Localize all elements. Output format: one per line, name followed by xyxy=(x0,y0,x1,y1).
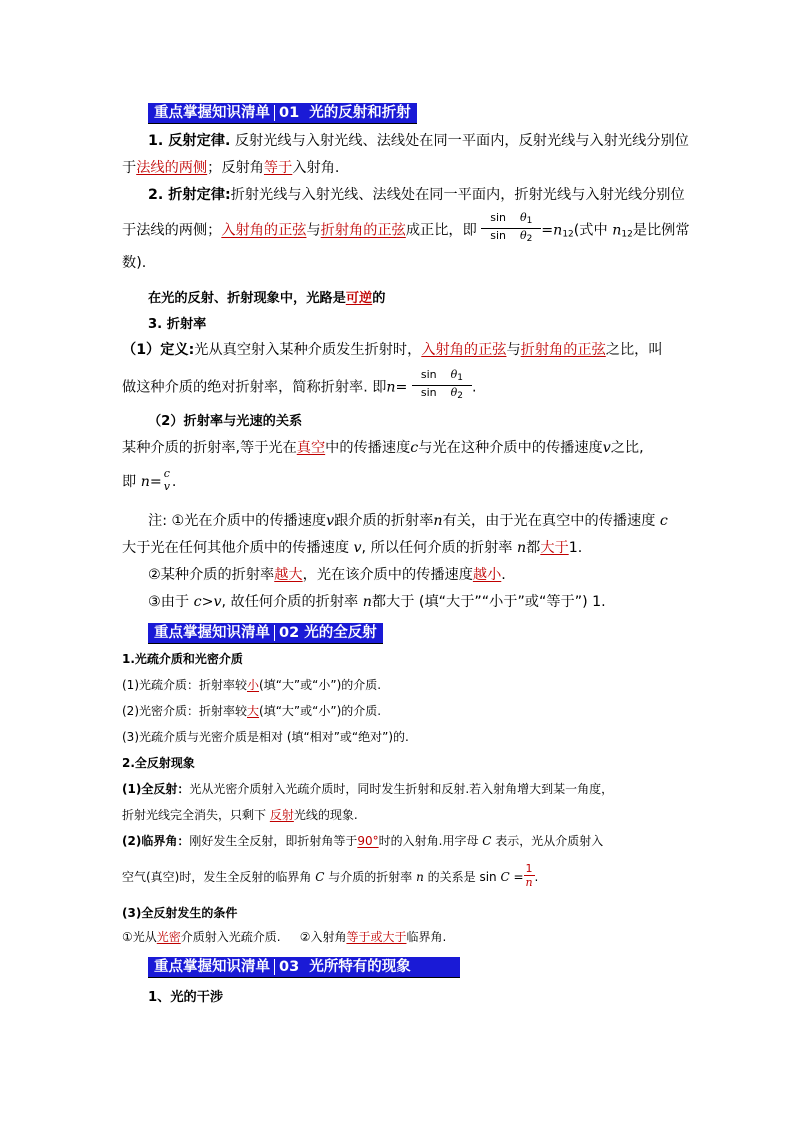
variable: n xyxy=(386,379,396,396)
text: 1. xyxy=(568,540,583,556)
variable: n xyxy=(362,594,372,610)
reversible-path-line xyxy=(148,287,385,306)
reflection-law-line-2 xyxy=(122,157,339,177)
text: 介质射入光疏介质. xyxy=(180,930,281,944)
variable: n xyxy=(433,513,443,529)
answer-text: 越小 xyxy=(472,567,502,583)
theta: θ xyxy=(450,386,458,399)
variable: n xyxy=(553,222,563,239)
text: 2.全反射现象 xyxy=(122,756,195,770)
text: ③由于 xyxy=(148,594,190,610)
denominator: n xyxy=(525,876,533,889)
text: 入射角. xyxy=(292,160,340,176)
answer-text: 入射角的正弦 xyxy=(221,222,307,239)
section-title: 光所特有的现象 xyxy=(309,959,411,975)
variable: C xyxy=(482,834,492,848)
variable: n xyxy=(140,474,150,490)
numerator: c xyxy=(163,467,170,480)
text: 于 xyxy=(122,160,137,176)
variable: v xyxy=(602,440,611,456)
text: , 所以任何介质的折射率 xyxy=(361,540,513,556)
text: (2)光密介质：折射率较 xyxy=(122,704,247,718)
separator xyxy=(274,959,275,975)
condition-line xyxy=(122,928,446,945)
section-banner-03 xyxy=(148,957,460,978)
denominator: sin xyxy=(420,386,437,399)
text: , 故任何介质的折射率 xyxy=(221,594,359,610)
answer-text: 等于 xyxy=(263,160,293,176)
text: 刚好发生全反射，即折射角等于 xyxy=(189,834,358,848)
subscript: 1 xyxy=(526,216,533,226)
text: 数). xyxy=(122,255,147,271)
answer-text: 真空 xyxy=(296,440,326,456)
snell-fraction xyxy=(481,211,541,246)
denominator: v xyxy=(163,480,170,493)
text: 的 xyxy=(372,291,386,306)
answer-text: 法线的两侧 xyxy=(136,160,208,176)
separator xyxy=(274,105,275,121)
refraction-law-line-2 xyxy=(122,213,690,248)
numerator: sin xyxy=(490,211,506,224)
text: 于法线的两侧； xyxy=(122,222,222,239)
answer-text: 入射角的正弦 xyxy=(421,342,507,358)
answer-text: 大于 xyxy=(540,540,569,556)
section-number: 03 xyxy=(279,959,300,975)
section-number: 02 xyxy=(279,625,300,641)
speed-fraction xyxy=(162,467,172,493)
interference-heading xyxy=(148,986,223,1005)
answer-text: 大 xyxy=(247,704,260,718)
equals: = xyxy=(149,474,162,490)
total-reflection-line-1 xyxy=(122,780,613,797)
variable: n xyxy=(516,540,527,556)
variable: c xyxy=(410,440,419,456)
answer-text: 越大 xyxy=(274,567,303,583)
index-speed-heading xyxy=(148,410,302,429)
text: 做这种介质的绝对折射率，简称折射率. 即 xyxy=(122,379,387,396)
subscript: 2 xyxy=(457,391,464,401)
numerator: 1 xyxy=(525,862,533,875)
answer-text: 小 xyxy=(247,678,260,692)
index-fraction xyxy=(412,368,472,403)
variable: n xyxy=(612,222,622,239)
condition-heading xyxy=(122,904,237,921)
text: 即 xyxy=(122,474,137,490)
text: 与介质的折射率 xyxy=(328,870,413,884)
section-banner-01 xyxy=(148,103,417,124)
media-heading xyxy=(122,650,243,667)
text: 注: ①光在介质中的传播速度 xyxy=(148,513,327,529)
variable: C xyxy=(500,870,510,884)
index-speed-line-2 xyxy=(122,469,176,495)
text: (1)光疏介质：折射率较 xyxy=(122,678,247,692)
answer-text: 折射角的正弦 xyxy=(320,222,406,239)
dense-medium-line xyxy=(122,702,381,719)
text: 空气(真空)时，发生全反射的临界角 xyxy=(122,870,312,884)
text: 1.光疏介质和光密介质 xyxy=(122,652,243,666)
text: ①光从 xyxy=(122,930,157,944)
text: . xyxy=(171,474,177,490)
text: 反射光线与入射光线、法线处在同一平面内，反射光线与入射光线分别位 xyxy=(234,133,689,149)
refraction-law-heading: 2. 折射定律: xyxy=(148,187,231,203)
note-line-1 xyxy=(148,510,668,530)
text: （2）折射率与光速的关系 xyxy=(148,414,303,429)
section-title: 光的全反射 xyxy=(304,625,377,641)
answer-text: 90° xyxy=(357,834,379,848)
subheading: (1)全反射： xyxy=(122,782,190,796)
critical-angle-line-1 xyxy=(122,832,603,849)
text: 1、光的干涉 xyxy=(148,990,224,1005)
definition-line-2 xyxy=(122,370,476,405)
subheading: (2)临界角： xyxy=(122,834,190,848)
text: . xyxy=(534,870,539,884)
text: (3)全反射发生的条件 xyxy=(122,906,238,920)
equals: = xyxy=(395,379,408,396)
text: 临界角. xyxy=(406,930,447,944)
variable: v xyxy=(326,513,335,529)
text: ②某种介质的折射率 xyxy=(148,567,275,583)
rare-medium-line xyxy=(122,676,381,693)
text: (式中 xyxy=(573,222,608,239)
definition-heading: （1）定义: xyxy=(122,342,195,358)
text: 中的传播速度 xyxy=(325,440,411,456)
text: . xyxy=(471,379,477,396)
equals: = xyxy=(513,870,524,884)
inequality: c>v xyxy=(193,594,222,610)
text: 3. 折射率 xyxy=(148,317,207,332)
refraction-law-line-3 xyxy=(122,252,146,272)
equals: = xyxy=(541,222,554,239)
definition-line-1 xyxy=(122,339,663,359)
text: ，光在该介质中的传播速度 xyxy=(302,567,473,583)
subscript: 12 xyxy=(621,229,633,240)
index-speed-line-1 xyxy=(122,437,644,457)
theta: θ xyxy=(450,368,458,381)
refractive-index-heading xyxy=(148,313,206,332)
section-banner-02 xyxy=(148,623,383,644)
text: . xyxy=(501,567,506,583)
variable: c xyxy=(659,513,668,529)
note-line-4 xyxy=(148,591,606,611)
answer-text: 折射角的正弦 xyxy=(520,342,606,358)
section-title: 光的反射和折射 xyxy=(309,105,411,121)
critical-angle-line-2 xyxy=(122,864,538,891)
text: 大于光在任何其他介质中的传播速度 xyxy=(122,540,350,556)
reflection-law-line-1 xyxy=(148,130,689,150)
relative-line xyxy=(122,728,409,745)
denominator: sin xyxy=(490,229,506,242)
text: 都 xyxy=(526,540,541,556)
text: (填“大”或“小”)的介质. xyxy=(259,704,382,718)
text: 折射光线与入射光线、法线处在同一平面内，折射光线与入射光线分别位 xyxy=(230,187,685,203)
answer-text: 等于或大于 xyxy=(346,930,407,944)
subscript: 12 xyxy=(562,229,574,240)
numerator: sin xyxy=(420,368,437,381)
note-line-3 xyxy=(148,564,506,584)
reflection-law-heading: 1. 反射定律. xyxy=(148,133,231,149)
text: 之比，叫 xyxy=(605,342,663,358)
section-label: 重点掌握知识清单 xyxy=(154,625,270,641)
text: 的关系是 sin xyxy=(427,870,497,884)
variable: n xyxy=(416,870,424,884)
total-reflection-heading xyxy=(122,754,195,771)
text: 光线的现象. xyxy=(293,808,358,822)
theta: θ xyxy=(519,211,527,224)
section-label: 重点掌握知识清单 xyxy=(154,959,270,975)
text: 有关，由于光在真空中的传播速度 xyxy=(442,513,656,529)
text: 与 xyxy=(506,342,521,358)
text: 与 xyxy=(306,222,321,239)
text: 某种介质的折射率,等于光在 xyxy=(122,440,297,456)
note-line-2 xyxy=(122,537,582,557)
answer-text: 可逆 xyxy=(345,291,373,306)
text: 时的入射角.用字母 xyxy=(378,834,479,848)
theta: θ xyxy=(519,229,527,242)
text: 成正比，即 xyxy=(405,222,477,239)
answer-text: 反射 xyxy=(269,808,294,822)
text: ②入射角 xyxy=(299,930,347,944)
text: (3)光疏介质与光密介质是相对 (填“相对”或“绝对”)的. xyxy=(122,730,409,744)
variable: C xyxy=(315,870,325,884)
total-reflection-line-2 xyxy=(122,806,358,823)
text: (填“大”或“小”)的介质. xyxy=(259,678,382,692)
critical-angle-fraction xyxy=(524,862,535,889)
text: 折射光线完全消失，只剩下 xyxy=(122,808,267,822)
section-label: 重点掌握知识清单 xyxy=(154,105,270,121)
answer-text: 光密 xyxy=(156,930,181,944)
refraction-law-line-1 xyxy=(148,184,685,204)
subscript: 1 xyxy=(457,373,464,383)
separator xyxy=(274,625,275,641)
text: 跟介质的折射率 xyxy=(334,513,434,529)
text: 之比, xyxy=(610,440,644,456)
variable: v xyxy=(353,540,362,556)
text: 光从真空射入某种介质发生折射时， xyxy=(194,342,422,358)
text: 光从光密介质射入光疏介质时，同时发生折射和反射.若入射角增大到某一角度， xyxy=(189,782,614,796)
text: 都大于 (填“大于”“小于”或“等于”) 1. xyxy=(371,594,606,610)
text: 表示，光从介质射入 xyxy=(495,834,604,848)
subscript: 2 xyxy=(526,234,533,244)
text: 与光在这种介质中的传播速度 xyxy=(418,440,603,456)
text: ；反射角 xyxy=(207,160,264,176)
text: 在光的反射、折射现象中，光路是 xyxy=(148,291,346,306)
section-number: 01 xyxy=(279,105,300,121)
text: 是比例常 xyxy=(632,222,690,239)
